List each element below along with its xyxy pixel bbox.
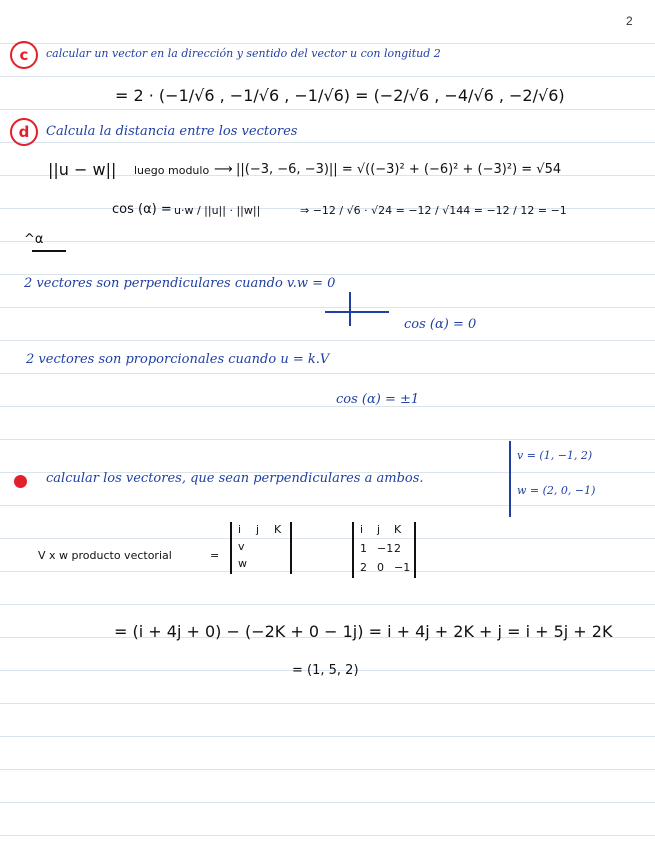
prop-cos: cos (α) = ±1	[336, 392, 420, 407]
matrix-cell: −1	[394, 561, 411, 574]
perp-sketch-h	[325, 311, 389, 313]
matrix-cell: i	[360, 523, 364, 536]
norm-result: ||(−3, −6, −3)|| = √((−3)² + (−6)² + (−3)²) = √54	[236, 162, 562, 177]
section-c-marker: c	[10, 41, 38, 69]
det2-bar-left	[352, 522, 354, 578]
det-bar-left	[230, 522, 232, 574]
angle-sketch-line	[32, 250, 66, 252]
section-d-marker: d	[10, 118, 38, 146]
norm-label: ||u − w||	[48, 160, 117, 179]
det-bar-right	[290, 522, 292, 574]
perp-cos: cos (α) = 0	[404, 317, 477, 332]
vxw-label: V x w producto vectorial	[38, 549, 172, 562]
matrix-cell: j	[256, 523, 260, 536]
section-c-formula: = 2 · (−1/√6 , −1/√6 , −1/√6) = (−2/√6 , −4/√6 , −2/√6)	[115, 86, 565, 105]
matrix-cell: v	[238, 540, 245, 553]
arrow-icon: ⟶	[214, 162, 233, 177]
matrix-cell: 2	[394, 542, 401, 555]
perp-text: 2 vectores son perpendiculares cuando v.w = 0	[24, 276, 336, 291]
page-number: 2	[626, 14, 633, 28]
matrix-cell: K	[394, 523, 402, 536]
matrix-cell: j	[377, 523, 381, 536]
cos-lhs: cos (α) =	[112, 202, 172, 217]
matrix-cell: w	[238, 557, 247, 570]
cos-chain: ⇒ −12 / √6 · √24 = −12 / √144 = −12 / 12 = −1	[300, 204, 567, 217]
det2-bar-right	[414, 522, 416, 578]
v-definition: v = (1, −1, 2)	[517, 449, 593, 462]
definitions-divider	[509, 441, 511, 517]
alpha-sketch: ^α	[24, 232, 44, 247]
matrix-cell: 2	[360, 561, 367, 574]
w-definition: w = (2, 0, −1)	[517, 484, 596, 497]
cross-heading: calcular los vectores, que sean perpendiculares a ambos.	[46, 471, 424, 486]
cos-fraction: u·w / ||u|| · ||w||	[174, 204, 261, 217]
matrix-cell: 1	[360, 542, 367, 555]
luego-modulo: luego modulo	[134, 164, 210, 177]
prop-text: 2 vectores son proporcionales cuando u = k.V	[26, 352, 330, 367]
matrix-cell: i	[238, 523, 242, 536]
bullet-dot	[14, 475, 27, 488]
matrix-cell: −1	[377, 542, 394, 555]
equals-sign: =	[210, 549, 220, 562]
expansion-line: = (i + 4j + 0) − (−2K + 0 − 1j) = i + 4j + 2K + j = i + 5j + 2K	[114, 622, 613, 641]
perp-sketch-v	[349, 292, 351, 326]
section-d-heading: Calcula la distancia entre los vectores	[46, 124, 298, 139]
matrix-cell: K	[274, 523, 282, 536]
cross-result: = (1, 5, 2)	[292, 663, 359, 678]
matrix-cell: 0	[377, 561, 384, 574]
section-c-heading: calcular un vector en la dirección y sentido del vector u con longitud 2	[46, 47, 441, 60]
